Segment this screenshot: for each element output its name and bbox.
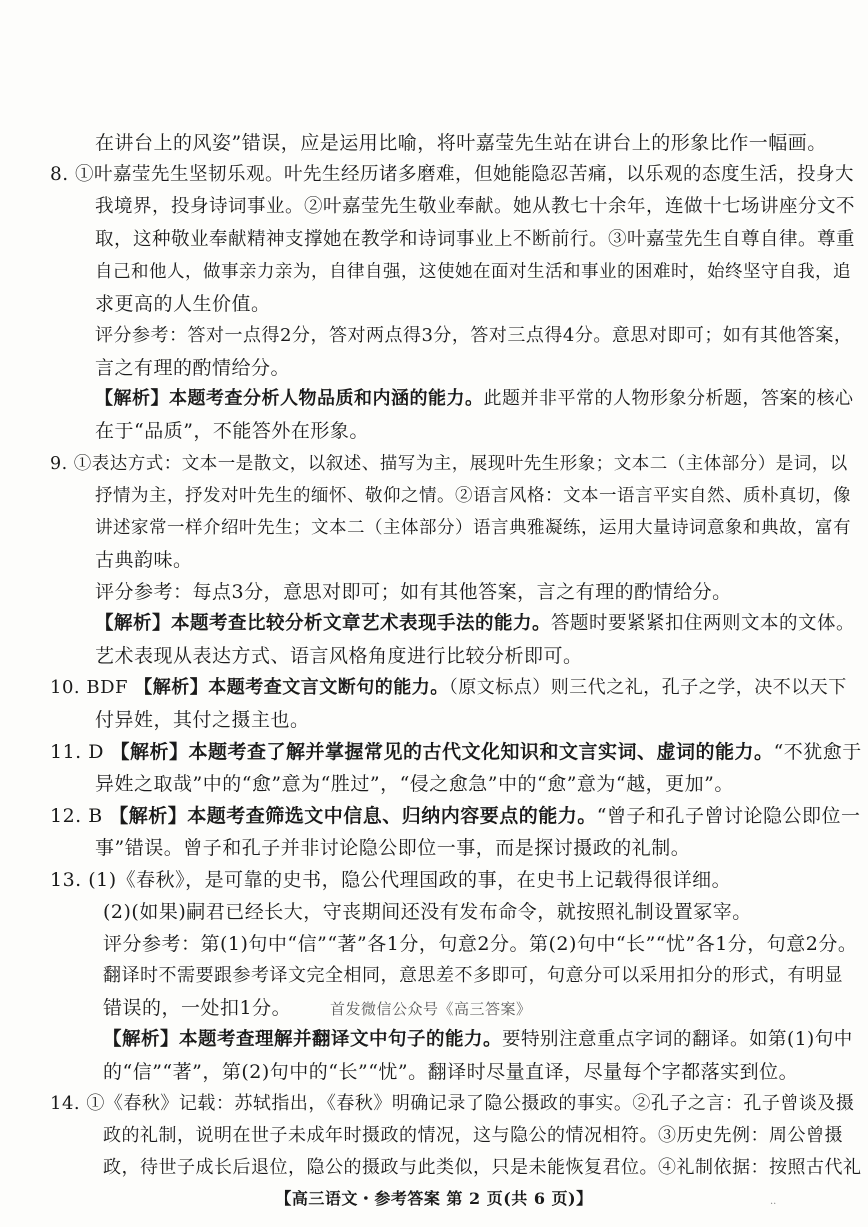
q14-line-2: 政的礼制，说明在世子未成年时摄政的情况，这与隐公的情况相符。③历史先例：周公曾摄 (103, 1125, 843, 1146)
q8-analysis-line-2: 在于“品质”，不能答外在形象。 (95, 420, 369, 442)
analysis-rest: （原文标点）则三代之礼，孔子之学，决不以天下 (448, 677, 847, 698)
page-footer: 【高三语文・参考答案 第 2 页(共 6 页)】 (275, 1189, 593, 1208)
q14-line-1: 14. ①《春秋》记载：苏轼指出，《春秋》明确记录了隐公摄政的事实。②孔子之言：孔子曾谈及摄 (50, 1093, 855, 1114)
q11-prefix: 11. D (50, 741, 111, 763)
analysis-bold: 本题考查理解并翻译文中句子的能力。 (179, 1029, 503, 1050)
q8-line-2: 我境界，投身诗词事业。②叶嘉莹先生敬业奉献。她从教七十余年，连做十七场讲座分文不 (95, 196, 856, 217)
q8-line-5: 求更高的人生价值。 (95, 293, 271, 315)
q13-scoring-3: 错误的，一处扣1分。 (103, 997, 292, 1019)
q13-scoring-1: 评分参考：第(1)句中“信”“著”各1分，句意2分。第(2)句中“长”“忧”各1分，句意2分。 (103, 933, 858, 955)
q13-line-1: 13. (1)《春秋》，是可靠的史书，隐公代理国政的事，在史书上记载得很详细。 (50, 869, 732, 891)
analysis-tag: 【解析】 (95, 613, 172, 634)
analysis-tag: 【解析】 (134, 677, 209, 698)
analysis-bold: 本题考查分析人物品质和内涵的能力。 (169, 388, 484, 409)
analysis-tag: 【解析】 (95, 388, 169, 409)
q10-line-2: 付异姓，其付之摄主也。 (95, 709, 310, 731)
analysis-tag: 【解析】 (110, 741, 189, 763)
q9-line-4: 古典韵味。 (95, 549, 193, 571)
q9-line-2: 抒情为主，抒发对叶先生的缅怀、敬仰之情。②语言风格：文本一语言平实自然、质朴真切，像 (95, 486, 851, 506)
q12-prefix: 12. B (50, 805, 110, 827)
q13-analysis-line-2: 的“信”“著”，第(2)句中的“长”“忧”。翻译时尽量直译，尽量每个字都落实到位。 (103, 1061, 799, 1083)
q8-line-3: 取，这种敬业奉献精神支撑她在教学和诗词事业上不断前行。③叶嘉莹先生自尊自律。尊重 (95, 229, 856, 250)
continued-line: 在讲台上的风姿”错误，应是运用比喻，将叶嘉莹先生站在讲台上的形象比作一幅画。 (95, 132, 827, 154)
watermark-text: 首发微信公众号《高三答案》 (330, 1000, 532, 1018)
analysis-bold: 本题考查文言文断句的能力。 (208, 677, 449, 698)
q8-scoring-1: 评分参考：答对一点得2分，答对两点得3分，答对三点得4分。意思对即可；如有其他答案， (95, 325, 853, 346)
analysis-rest: 此题并非平常的人物形象分析题，答案的核心 (483, 388, 854, 409)
analysis-tag: 【解析】 (109, 805, 188, 827)
analysis-rest: 答题时要紧紧扣住两则文本的文体。 (551, 613, 856, 634)
q9-analysis-line-1 (95, 609, 855, 639)
analysis-bold: 本题考查比较分析文章艺术表现手法的能力。 (171, 613, 552, 634)
q13-scoring-2: 翻译时不需要跟参考译文完全相同，意思差不多即可，句意分可以采用扣分的形式，有明显 (103, 965, 843, 986)
q12-line-2: 事”错误。曾子和孔子并非讨论隐公即位一事，而是探讨摄政的礼制。 (95, 837, 691, 859)
q8-analysis-line-1 (95, 384, 854, 414)
q10-prefix: 10. BDF (50, 677, 135, 698)
analysis-rest: “曾子和孔子曾讨论隐公即位一 (596, 805, 861, 827)
q11-line-1 (50, 737, 862, 767)
corner-mark: .. (770, 1196, 777, 1207)
analysis-rest: 要特别注意重点字词的翻译。如第(1)句中 (502, 1029, 853, 1050)
q8-line-1: 8. ①叶嘉莹先生坚韧乐观。叶先生经历诸多磨难，但她能隐忍苦痛，以乐观的态度生活，投身大 (50, 164, 855, 185)
analysis-bold: 本题考查了解并掌握常见的古代文化知识和文言实词、虚词的能力。 (188, 741, 774, 763)
q9-line-1: 9. ①表达方式：文本一是散文，以叙述、描写为主，展现叶先生形象；文本二（主体部分）是词，以 (50, 454, 848, 474)
q11-line-2: 异姓之取哉”中的“愈”意为“胜过”，“侵之愈急”中的“愈”意为“越，更加”。 (95, 773, 734, 795)
analysis-tag: 【解析】 (103, 1029, 180, 1050)
q9-scoring: 评分参考：每点3分，意思对即可；如有其他答案，言之有理的酌情给分。 (95, 581, 732, 603)
q10-line-1 (50, 673, 847, 703)
q13-line-2: (2)(如果)嗣君已经长大，守丧期间还没有发布命令，就按照礼制设置冢宰。 (103, 901, 752, 923)
q13-analysis-line-1 (103, 1025, 853, 1055)
q12-line-1 (50, 801, 861, 831)
q8-line-4: 自己和他人，做事亲力亲为，自律自强，这使她在面对生活和事业的困难时，始终坚守自我，追 (95, 262, 851, 282)
q9-analysis-line-2: 艺术表现从表达方式、语言风格角度进行比较分析即可。 (95, 645, 583, 667)
q8-scoring-2: 言之有理的酌情给分。 (95, 357, 291, 379)
analysis-bold: 本题考查筛选文中信息、归纳内容要点的能力。 (187, 805, 597, 827)
analysis-rest: “不犹愈于 (773, 741, 862, 763)
q14-line-3: 政，待世子成长后退位，隐公的摄政与此类似，只是未能恢复君位。④礼制依据：按照古代礼 (103, 1157, 862, 1178)
q9-line-3: 讲述家常一样介绍叶先生；文本二（主体部分）语言典雅凝练，运用大量诗词意象和典故，富有 (95, 518, 851, 538)
